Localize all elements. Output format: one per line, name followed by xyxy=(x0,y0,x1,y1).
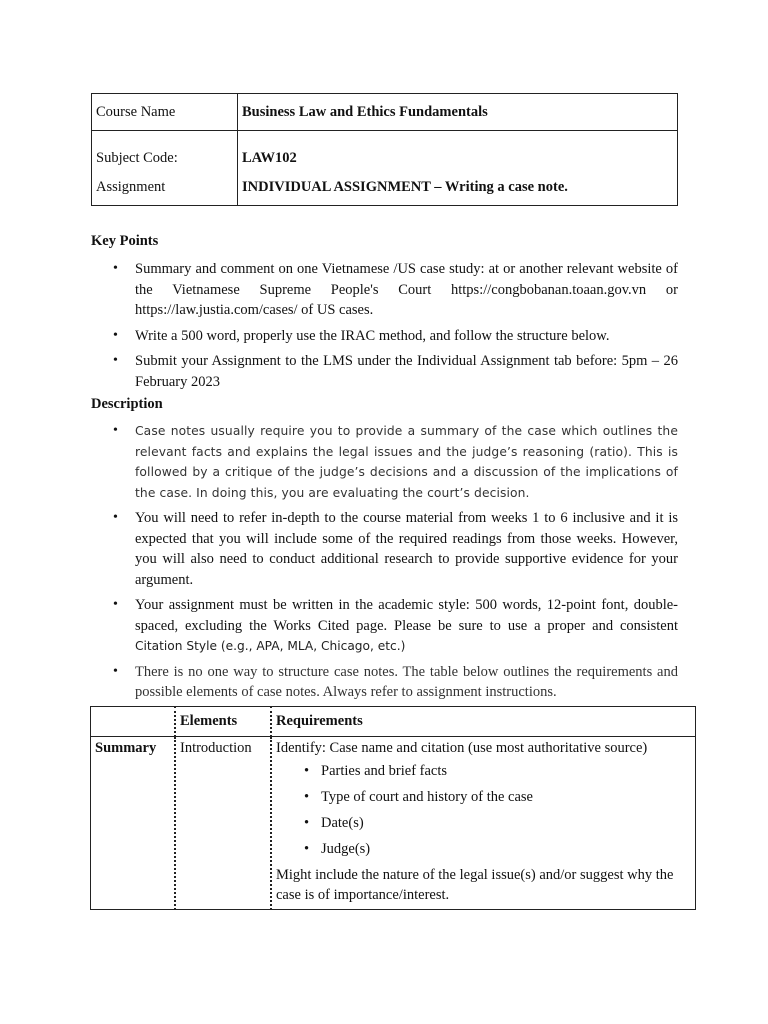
bullet-icon: • xyxy=(113,261,118,276)
list-item: • Type of court and history of the case xyxy=(276,787,691,807)
bullet-icon: • xyxy=(113,423,118,438)
course-name-row xyxy=(92,94,678,131)
header-elements: Elements xyxy=(175,707,271,737)
list-item: • Judge(s) xyxy=(276,839,691,859)
list-item: • Date(s) xyxy=(276,813,691,833)
list-item xyxy=(91,326,678,347)
bullet-icon: • xyxy=(113,327,118,343)
bullet-icon: • xyxy=(113,510,118,525)
bullet-icon: • xyxy=(113,597,118,612)
assignment-label: Assignment xyxy=(92,169,238,206)
list-item xyxy=(91,421,678,503)
requirements-note: Might include the nature of the legal issue(s) and/or suggest why the case is of importance/interest. xyxy=(276,867,674,903)
bullet-icon: • xyxy=(113,663,118,679)
key-points-heading: Key Points xyxy=(91,233,159,249)
course-info-table xyxy=(91,93,678,206)
description-list xyxy=(91,421,678,708)
list-item xyxy=(91,508,678,590)
description-heading: Description xyxy=(91,396,163,412)
description-text: Case notes usually require you to provide a summary of the case which outlines the relevant facts and explains the legal issues and the judge’s reasoning (ratio). This is followed by a critique of the judge’s decisions and a discussion of the implications of the case. In doing this, you are evaluating the court’s decision. xyxy=(135,424,678,500)
description-text: Your assignment must be written in the academic style: 500 words, 12-point font, double-spaced, excluding the Works Cited page. Please be sure to use a proper and consistent xyxy=(135,597,678,634)
header-blank-cell xyxy=(91,707,176,737)
key-point-text: Summary and comment on one Vietnamese /US case study: at or another relevant website of the Vietnamese Supreme People's Court https://congbobanan.toaan.gov.vn or https://law.justia.com/cases/ of US cases. xyxy=(135,261,678,318)
description-text: There is no one way to structure case notes. The table below outlines the requirements and possible elements of case notes. Always refer to assignment instructions. xyxy=(135,663,678,700)
course-name-label: Course Name xyxy=(92,94,238,131)
description-text: You will need to refer in-depth to the course material from weeks 1 to 6 inclusive and it is expected that you will include some of the required readings from those weeks. However, you will also need to conduct additional research to provide supportive evidence for your argument. xyxy=(135,510,678,588)
assignment-row xyxy=(92,169,678,206)
key-point-text: Write a 500 word, properly use the IRAC method, and follow the structure below. xyxy=(135,327,610,344)
subject-code-label: Subject Code: xyxy=(92,131,238,170)
requirements-cell xyxy=(271,737,696,910)
list-item: • Parties and brief facts xyxy=(276,761,691,781)
key-points-list xyxy=(91,259,678,397)
list-item xyxy=(91,259,678,321)
requirements-table xyxy=(90,706,696,910)
subject-code-row xyxy=(92,131,678,170)
assignment-value: INDIVIDUAL ASSIGNMENT – Writing a case note. xyxy=(238,169,678,206)
list-item xyxy=(91,662,678,703)
table-row xyxy=(91,737,696,910)
course-name-value: Business Law and Ethics Fundamentals xyxy=(238,94,678,131)
header-requirements: Requirements xyxy=(271,707,696,737)
list-item xyxy=(91,595,678,657)
subject-code-value: LAW102 xyxy=(238,131,678,170)
summary-cell: Summary xyxy=(91,737,176,910)
key-point-text: Submit your Assignment to the LMS under the Individual Assignment tab before: 5pm – 26 February 2023 xyxy=(135,353,678,390)
list-item xyxy=(91,351,678,392)
citation-style-text: Citation Style (e.g., APA, MLA, Chicago, etc.) xyxy=(135,639,406,653)
requirements-sublist xyxy=(276,761,691,859)
requirements-header-row xyxy=(91,707,696,737)
bullet-icon: • xyxy=(113,353,118,368)
identify-text: Identify: Case name and citation (use most authoritative source) xyxy=(276,740,648,756)
introduction-cell: Introduction xyxy=(175,737,271,910)
